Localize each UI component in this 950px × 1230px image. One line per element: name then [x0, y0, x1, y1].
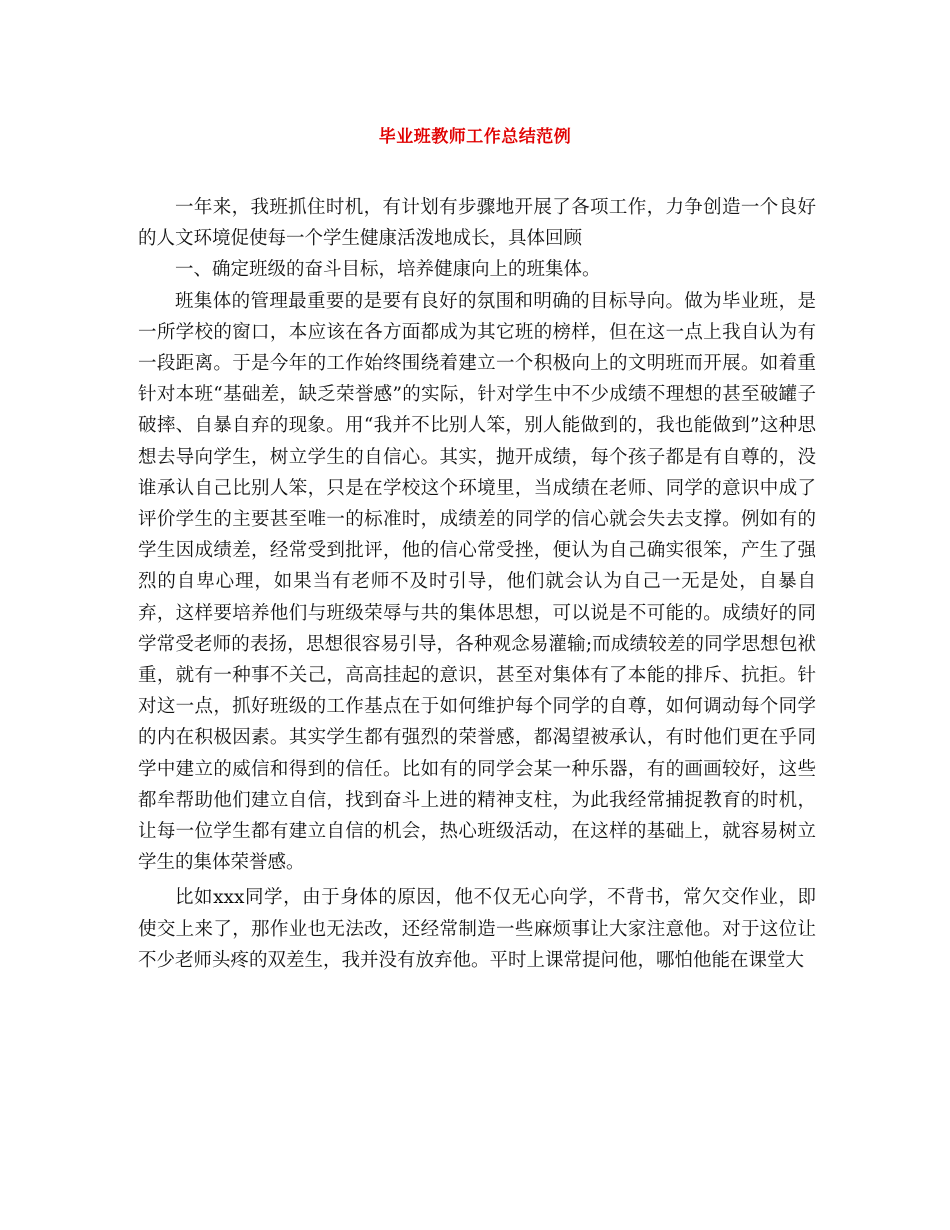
- paragraph-intro: 一年来，我班抓住时机，有计划有步骤地开展了各项工作，力争创造一个良好的人文环境促使每一个学生健康活泼地成长，具体回顾: [138, 197, 816, 250]
- paragraph-student-example: 比如xxx同学，由于身体的原因，他不仅无心向学，不背书，常欠交作业，即使交上来了，那作业也无法改，还经常制造一些麻烦事让大家注意他。对于这位让不少老师头疼的双差生，我并没有放弃他。平时上课常提问他，哪怕他能在课堂大: [138, 887, 816, 971]
- document-title: 毕业班教师工作总结范例: [378, 127, 572, 147]
- paragraph-class-management: 班集体的管理最重要的是要有良好的氛围和明确的目标导向。做为毕业班，是一所学校的窗口，本应该在各方面都成为其它班的榜样，但在这一点上我自认为有一段距离。于是今年的工作始终围绕着建立一个积极向上的文明班而开展。如着重针对本班“基础差，缺乏荣誉感”的实际，针对学生中不少成绩不理想的甚至破罐子破摔、自暴自弃的现象。用“我并不比别人笨，别人能做到的，我也能做到”这种思想去导向学生，树立学生的自信心。其实，抛开成绩，每个孩子都是有自尊的，没谁承认自己比别人笨，只是在学校这个环境里，当成绩在老师、同学的意识中成了评价学生的主要甚至唯一的标准时，成绩差的同学的信心就会失去支撑。例如有的学生因成绩差，经常受到批评，他的信心常受挫，便认为自己确实很笨，产生了强烈的自卑心理，如果当有老师不及时引导，他们就会认为自己一无是处，自暴自弃，这样要培养他们与班级荣辱与共的集体思想，可以说是不可能的。成绩好的同学常受老师的表扬，思想很容易引导，各种观念易灌输;而成绩较差的同学思想包袱重，就有一种事不关己，高高挂起的意识，甚至对集体有了本能的排斥、抗拒。针对这一点，抓好班级的工作基点在于如何维护每个同学的自尊，如何调动每个同学的内在积极因素。其实学生都有强烈的荣誉感，都渴望被承认，有时他们更在乎同学中建立的威信和得到的信任。比如有的同学会某一种乐器，有的画画较好，这些都牟帮助他们建立自信，找到奋斗上进的精神支柱，为此我经常捕捉教育的时机，让每一位学生都有建立自信的机会，热心班级活动，在这样的基础上，就容易树立学生的集体荣誉感。: [138, 290, 816, 874]
- document-body: [138, 192, 816, 976]
- paragraph-section-heading: 一、确定班级的奋斗目标，培养健康向上的班集体。: [175, 259, 601, 281]
